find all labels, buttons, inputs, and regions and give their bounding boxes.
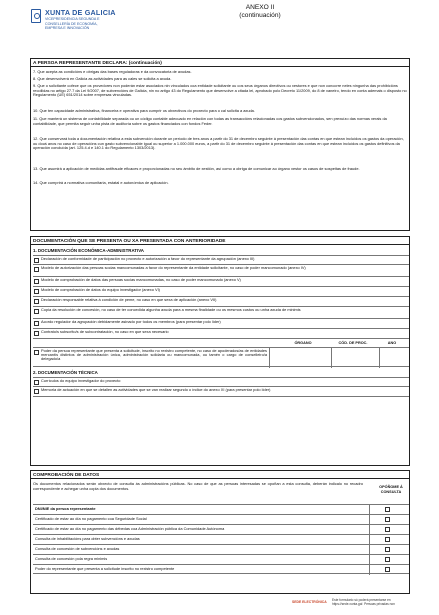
declaration-item: 9. Que o solicitante cofece que os provedores non poderán estar asociados nin vinculados coa entidade solicitante ou cos seus órganos directivos ou xestores e que non concorre neles ningunha das prohibicións recollidas no artigo 27.7 da Lei 9/2007, de subvencións de Galicia, nin no artigo 43 do Regulamento que desenvolve a citada lei, aprobado polo Decreto 11/2009, do 8 de xaneiro, tendo en conta ademais o disposto no Regulamento (UE) 651/2014 sobre empresas vinculadas. [33, 83, 407, 98]
section-heading: A PERSOA REPRESENTANTE DECLARA: (continuación) [31, 59, 409, 67]
logo-title: XUNTA DE GALICIA [45, 8, 116, 17]
document-label: Modelo de comprobación de datos das persoas socias mancomunadas, no caso de poder mancomunado (anexo V) [41, 276, 241, 282]
column-procedure-code: CÓD. DE PROC. [338, 341, 368, 345]
document-checkbox[interactable] [34, 380, 39, 385]
column-divider [379, 348, 380, 368]
declaration-item: 13. Que asumirá a aplicación de medidas antifraude eficaces e proporcionadas no seu ámbito de xestión, así como a obriga de comunicar ao órgano xestor os casos de sospeitas de fraude. [33, 166, 360, 171]
document-label: Modelo de comprobación de datos do equipo investigador (anexo VI) [41, 286, 160, 292]
document-row [33, 329, 409, 339]
annex-title-block [160, 4, 360, 20]
document-label: Declaración responsable relativa á condición de peme, no caso en que sexa de aplicación (anexo VII) [41, 296, 217, 302]
document-label: Modelo de autorización das persoas socias mancomunadas a favor do representante da entidade solicitante, no caso de poder mancomunado (anexo IV) [41, 264, 306, 270]
document-label: Copia da resolución de concesión, no caso de ter concedida algunha axuda para a mesma finalidade ou os mesmos custos ou unha axuda de minimis [41, 306, 301, 312]
consultation-row [33, 554, 409, 564]
oppose-checkbox[interactable] [385, 527, 390, 532]
declaration-item: 7. Que acepta as condicións e obrigas das bases reguladoras e da convocatoria de axudas. [33, 69, 192, 74]
document-row [33, 387, 409, 397]
consultation-label: Poder do representante que presenta a solicitude inscrito no rexistro competente [35, 566, 175, 571]
oppose-checkbox[interactable] [385, 567, 390, 572]
section-heading: COMPROBACIÓN DE DATOS [31, 471, 409, 479]
subsection-title: 1. DOCUMENTACIÓN ECONÓMICA-ADMINISTRATIVA [33, 248, 144, 253]
document-checkbox[interactable] [34, 267, 39, 272]
logo-subtitle: VICEPRESIDENCIA SEGUNDA E CONSELLERÍA DE ECONOMÍA, EMPRESA E INNOVACIÓN [45, 17, 100, 31]
document-row [33, 319, 409, 329]
document-row [33, 277, 409, 287]
document-checkbox[interactable] [34, 309, 39, 314]
section-heading: DOCUMENTACIÓN QUE SE PRESENTA OU XA PRESENTADA CON ANTERIORIDADE [31, 237, 409, 245]
documentation-section [30, 236, 410, 466]
consultation-row [33, 534, 409, 544]
document-checkbox[interactable] [34, 258, 39, 263]
oppose-checkbox[interactable] [385, 517, 390, 522]
document-checkbox[interactable] [34, 289, 39, 294]
consultation-row [33, 524, 409, 534]
annex-title: ANEXO II [245, 4, 275, 11]
footer-note: Este formulario só poderá presentarse en https://sede.xunta.gal Persoas privadas non [332, 598, 395, 606]
document-row [33, 287, 409, 297]
column-divider [369, 565, 370, 575]
document-checkbox[interactable] [34, 321, 39, 326]
consultation-label: Consulta de concesión pola regra minimis [35, 556, 108, 561]
document-label: Poder da persoa representante que presenta a solicitude, inscrito no rexistro competente, no caso de apoderados/as de entidades mercantís distintos de administración única, administración solidaria ou mancomunada, ou tamén o cargo de conselleiro/a delegado/a [41, 347, 267, 362]
column-divider [269, 348, 270, 368]
column-divider [331, 348, 332, 368]
oppose-checkbox[interactable] [385, 537, 390, 542]
consultation-label: Consulta de inhabilitacións para obter subvencións e axudas [35, 536, 140, 541]
document-row [33, 377, 409, 387]
declaration-item: 12. Que conservará toda a documentación relativa a esta subvención durante un período de tres anos a partir do 31 de decembro seguinte á presentación das contas en que estean incluídos os gastos da operación, ou douś anos no caso de operacións cun gasto subvencionable igual ou superior a 1.000.000 euros, a partir do 31 de decembro seguinte á presentación das contas en que estean incluídos os gastos definitivos da operación concluída (art. 125.4.d e 140.1 do Regulamento 1303/2013). [33, 136, 404, 151]
representative-section [30, 58, 410, 231]
consultation-row [33, 564, 409, 574]
oppose-checkbox[interactable] [385, 507, 390, 512]
consultation-label: DNI/NIE da persoa representante [35, 506, 96, 511]
consultation-row [33, 514, 409, 524]
annex-subtitle: (continuación) [239, 12, 281, 19]
document-label: Memoria de actuación en que se detallen as actividades que se van realizar segundo o índice do anexo XI (para presentar polo líder) [41, 386, 271, 392]
subsection-title: 2. DOCUMENTACIÓN TÉCNICA [33, 370, 98, 375]
oppose-checkbox[interactable] [385, 547, 390, 552]
consultation-label: Consulta de concesión de subvencións e axudas [35, 546, 120, 551]
document-label: Currículos do equipo investigador do proxecto [41, 377, 121, 383]
consultation-row [33, 504, 409, 514]
oppose-checkbox[interactable] [385, 557, 390, 562]
document-checkbox[interactable] [34, 389, 39, 394]
declaration-item: 8. Que desenvolverá en Galicia as actividades para as cales se solicita a axuda. [33, 76, 172, 81]
document-checkbox[interactable] [34, 299, 39, 304]
document-row [33, 307, 409, 319]
document-label: Acordo regulador da agrupación debidamente asinado por todos os membros (para presentar polo líder) [41, 318, 221, 324]
document-row [33, 255, 409, 265]
column-year: ANO [387, 341, 397, 345]
document-label: Declaración de conformidade de participación no proxecto e autorización a favor do representante da agrupación (anexo III) [41, 255, 255, 261]
consultation-label: Certificado de estar ao día no pagamento coa Seguridade Social [35, 516, 147, 521]
document-checkbox[interactable] [34, 331, 39, 336]
declaration-item: 11. Que manterá un sistema de contabilidade separada ou un código contable adecuado en relación con todas as transaccións relacionadas cos gastos subvencionados, sen prexuízo das normas xerais da contabilidade, que permita seguir unha pista de auditoría sobre os gastos financiados con fondos Feder. [33, 116, 387, 126]
xunta-logo [31, 6, 181, 48]
xunta-emblem-icon [31, 9, 41, 23]
column-organ: ÓRGANO [294, 341, 312, 345]
consultation-label: Certificado de estar ao día no pagamento das débedas coa Administración pública da Comunidade Autónoma [35, 526, 225, 531]
data-check-section [30, 470, 410, 594]
consultation-row [33, 544, 409, 554]
document-checkbox[interactable] [34, 350, 39, 355]
document-label: Contrato/s subscrito/s de subcontratación, no caso en que sexa necesario [41, 328, 169, 334]
declaration-item: 10. Que ten capacidade administrativa, financeira e operativa para cumprir os obxectivos do proxecto para o cal solicita a axuda. [33, 108, 255, 113]
oppose-consultation-header: OPÓÑOME Á CONSULTA [379, 485, 403, 494]
document-row [33, 265, 409, 277]
power-row [33, 347, 409, 367]
document-checkbox[interactable] [34, 279, 39, 284]
document-row [33, 297, 409, 307]
sede-electronica-logo: SEDE ELECTRÓNICA [292, 600, 327, 604]
consultation-intro: Os documentos relacionados serán obxecto de consulta ás administracións públicas. No caso de que as persoas interesadas se opoñan a esta consulta, deberán indicalo no recadro correspondente e achegar unha copia dos documentos. [33, 481, 363, 491]
declaration-item: 14. Que cumprirá a normativa comunitaria, estatal e autonómica de aplicación. [33, 180, 169, 185]
